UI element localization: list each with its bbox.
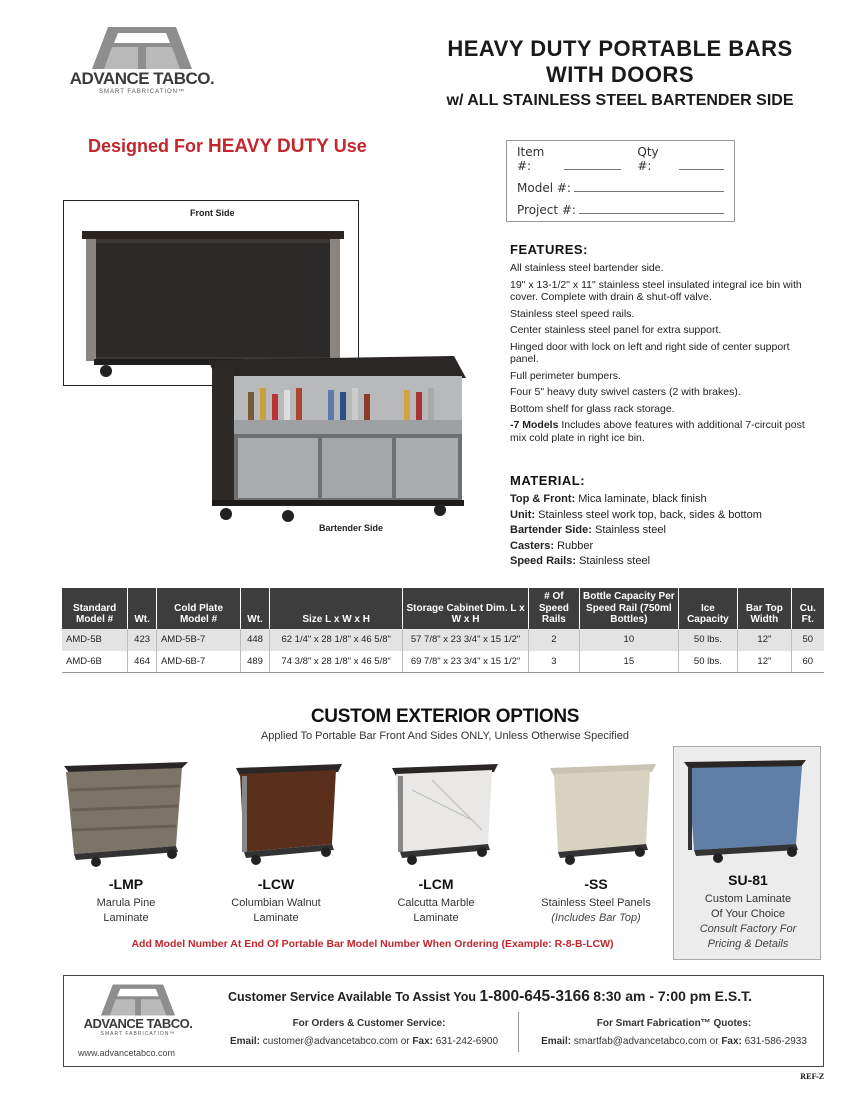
col-wt: Wt. [128,588,157,629]
title-line-2: WITH DOORS [546,62,694,87]
option-ss [526,876,666,926]
cell: 12" [738,651,791,673]
footer-divider [518,1012,519,1052]
option-code: -LCW [257,876,295,892]
specs-table [62,588,824,673]
option-desc: Columbian Walnut [231,897,321,909]
table-row [62,651,824,673]
material-row [510,508,830,524]
phone-number[interactable]: 1-800-645-3166 [479,988,590,1005]
material-value: Rubber [557,539,594,552]
email-label: Email: [541,1036,572,1047]
orders-email[interactable]: customer@advancetabco.com or [262,1036,410,1047]
cell: 57 7/8" x 23 3/4" x 15 1/2" [403,629,528,651]
cell: 489 [241,651,270,673]
model7-bold: -7 Models [510,419,559,431]
ref-code: REF-Z [800,1072,824,1081]
option-desc: Marula Pine [96,897,156,909]
footer-box [63,975,824,1067]
bartender-side-caption: Bartender Side [319,523,384,533]
material-list [510,492,830,570]
option-swatch-lcw [216,760,346,870]
material-value: Stainless steel [594,524,666,536]
feature-item: All stainless steel bartender side. [510,262,664,274]
customer-service-line [228,988,752,1006]
cell: AMD-5B-7 [156,629,240,651]
item-field[interactable] [564,169,621,170]
material-label: Unit: [510,508,536,521]
website-link[interactable]: www.advancetabco.com [78,1048,176,1058]
option-code: -LCM [418,876,454,892]
material-value: Mica laminate, black finish [578,493,707,505]
option-note: Pricing & Details [707,938,789,950]
cell: 423 [128,629,157,651]
cell: 74 3/8" x 28 1/8" x 46 5/8" [269,651,403,673]
page-title [400,36,840,112]
cell: 464 [128,651,157,673]
orders-contact [214,1036,514,1047]
option-lcw [206,876,346,926]
cell: 12" [738,629,791,651]
logo-tagline: SMART FABRICATION™ [98,89,185,95]
material-label: Casters: [510,539,555,552]
option-desc: Custom Laminate [704,893,792,905]
feature-item: Bottom shelf for glass rack storage. [510,402,675,415]
smart-heading: For Smart Fabrication™ Quotes: [596,1018,752,1029]
col-bar-top: Bar Top Width [738,588,791,629]
material-label: Speed Rails: [510,555,577,567]
cell: AMD-5B [62,629,128,651]
cell: AMD-6B-7 [156,651,240,673]
cell: 448 [241,629,270,651]
orders-fax: 631-242-6900 [435,1036,499,1047]
option-swatch-ss [530,760,660,870]
fax-label: Fax: [721,1036,742,1047]
bartender-side-image [208,348,468,523]
item-info-box [506,140,735,222]
cell: 62 1/4" x 28 1/8" x 46 5/8" [269,629,403,651]
col-bottle-capacity: Bottle Capacity Per Speed Rail (750ml Bottles) [580,588,679,629]
cell: 2 [528,629,579,651]
cell: 69 7/8" x 23 3/4" x 15 1/2" [403,651,528,673]
option-code: -SS [584,876,608,892]
smart-email[interactable]: smartfab@advancetabco.com or [573,1036,719,1047]
material-row [510,539,830,555]
material-heading: MATERIAL: [510,473,586,488]
material-row [510,492,830,508]
advance-tabco-logo-icon [88,25,196,71]
footer-logo-tagline: SMART FABRICATION™ [100,1031,176,1037]
cell: 50 lbs. [678,651,738,673]
option-lcm [366,876,506,926]
item-label: Item #: [517,145,545,173]
front-side-caption: Front Side [190,208,235,218]
col-size: Size L x W x H [269,588,403,629]
option-desc: Laminate [253,912,299,924]
features-list [510,262,810,448]
footer-logo [68,982,208,1037]
cell: 50 lbs. [678,629,738,651]
orders-heading: For Orders & Customer Service: [292,1018,446,1029]
brand-logo [62,25,222,95]
feature-item: Full perimeter bumpers. [510,369,621,382]
custom-options-subheading: Applied To Portable Bar Front And Sides ONLY, Unless Otherwise Specified [260,730,630,742]
material-label: Top & Front: [510,493,576,505]
option-code: SU-81 [728,872,768,888]
cell: AMD-6B [62,651,128,673]
feature-item: 19" x 13-1/2" x 11" stainless steel insulated integral ice bin with cover. Complete with drain & shut-off valve. [510,278,802,303]
designed-suffix: Use [333,136,367,156]
option-note: (Includes Bar Top) [551,912,641,924]
project-field[interactable] [579,213,724,214]
smart-contact [524,1036,824,1047]
feature-item: Center stainless steel panel for extra support. [510,324,722,336]
order-note: Add Model Number At End Of Portable Bar Model Number When Ordering (Example: R-8-B-LCW) [131,938,614,950]
designed-prefix: Designed For [88,136,204,156]
feature-item: Stainless steel speed rails. [510,307,635,320]
cell: 3 [528,651,579,673]
feature-item: Four 5" heavy duty swivel casters (2 with brakes). [510,386,741,398]
feature-item-7-models [510,419,810,444]
table-header-row [62,588,824,629]
col-standard-model: Standard Model # [62,588,128,629]
col-cu-ft: Cu. Ft. [791,588,824,629]
email-label: Email: [229,1036,260,1047]
option-desc: Of Your Choice [711,908,785,920]
title-line-1: HEAVY DUTY PORTABLE BARS [447,36,793,61]
option-lmp [56,876,196,926]
smart-fax: 631-586-2933 [744,1036,807,1047]
option-desc: Stainless Steel Panels [541,897,651,909]
cell: 50 [791,629,824,651]
col-ice-capacity: Ice Capacity [678,588,738,629]
logo-name: ADVANCE TABCO. [69,69,215,88]
cell: 10 [580,629,679,651]
model-label: Model #: [517,181,571,195]
material-row [510,554,830,570]
feature-item: Hinged door with lock on left and right side of center support panel. [510,340,790,365]
footer-logo-name: ADVANCE TABCO. [83,1016,193,1031]
option-code: -LMP [108,876,144,892]
project-label: Project #: [517,203,576,217]
model7-text: Includes above features with additional 7-circuit post mix cold plate in right ice bin. [510,419,805,444]
cell: 60 [791,651,824,673]
qty-field[interactable] [679,169,724,170]
title-line-3: w/ ALL STAINLESS STEEL BARTENDER SIDE [446,92,794,109]
fax-label: Fax: [412,1036,433,1047]
table-row [62,629,824,651]
option-swatch-su81 [680,756,810,866]
col-storage: Storage Cabinet Dim. L x W x H [403,588,528,629]
features-heading: FEATURES: [510,242,588,257]
col-wt-2: Wt. [241,588,270,629]
option-desc: Laminate [413,912,459,924]
qty-label: Qty #: [637,145,659,173]
option-desc: Laminate [103,912,149,924]
col-cold-plate: Cold Plate Model # [156,588,240,629]
col-speed-rails: # Of Speed Rails [528,588,579,629]
designed-emphasis: HEAVY DUTY [208,136,329,157]
material-value: Stainless steel work top, back, sides & bottom [538,508,762,521]
service-text: Customer Service Available To Assist You [228,990,477,1004]
material-value: Stainless steel [579,555,651,567]
option-note: Consult Factory For [699,923,797,935]
option-desc: Calcutta Marble [397,897,475,909]
designed-for-heading [88,136,367,158]
model-field[interactable] [574,191,724,192]
option-swatch-lcm [372,760,502,870]
material-label: Bartender Side: [510,524,592,536]
advance-tabco-logo-icon [98,982,178,1018]
material-row [510,523,830,539]
cell: 15 [580,651,679,673]
option-swatch-lmp [60,760,190,870]
custom-options-heading: CUSTOM EXTERIOR OPTIONS [310,706,580,727]
service-hours: 8:30 am - 7:00 pm E.S.T. [593,988,753,1004]
